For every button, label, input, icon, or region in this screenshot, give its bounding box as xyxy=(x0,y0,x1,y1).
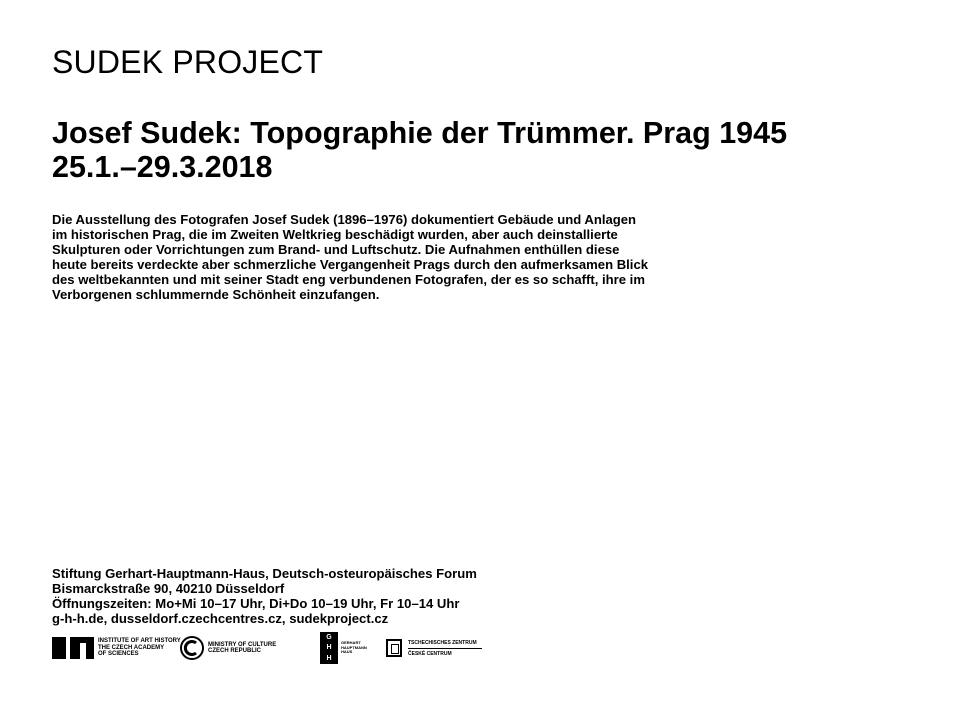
logo-text-line: GERHART xyxy=(341,640,361,646)
logo-text-line: HAUS xyxy=(341,649,353,655)
description-line: Die Ausstellung des Fotografen Josef Sudek (1896–1976) dokumentiert Gebäude und Anlagen xyxy=(52,212,637,227)
institute-art-history-logo xyxy=(52,632,181,664)
logo-text-line: TSCHECHISCHES ZENTRUM xyxy=(408,639,477,646)
logo-text-line: HAUPTMANN xyxy=(341,644,367,650)
logo-text-line: INSTITUTE OF ART HISTORY xyxy=(98,638,181,645)
ghh-letter: H xyxy=(326,655,332,663)
exhibition-dates: 25.1.–29.3.2018 xyxy=(52,150,273,184)
institute-logo-icon xyxy=(52,637,94,659)
description-line: im historischen Prag, die im Zweiten Weltkrieg beschädigt wurden, aber auch deinstallierte xyxy=(52,227,618,242)
venue-info xyxy=(52,566,477,626)
exhibition-title xyxy=(52,116,787,184)
ministry-of-culture-logo xyxy=(180,632,276,664)
gerhart-hauptmann-haus-logo xyxy=(320,632,367,664)
description-line: heute bereits verdeckte aber schmerzliche Vergangenheit Prags durch den aufmerksamen Blick xyxy=(52,257,649,272)
description-line: des weltbekannten und mit seiner Stadt eng verbundenen Fotografen, der es so schafft, ihre im xyxy=(52,272,645,287)
logo-text-line: CZECH REPUBLIC xyxy=(208,648,262,654)
logo-text-line: OF SCIENCES xyxy=(98,651,139,658)
venue-links[interactable]: g-h-h.de, dusseldorf.czechcentres.cz, sudekproject.cz xyxy=(52,611,389,626)
logo-text-line: ČESKÉ CENTRUM xyxy=(408,650,452,657)
exhibition-title-line: Josef Sudek: Topographie der Trümmer. Prag 1945 xyxy=(52,116,788,150)
venue-address: Bismarckstraße 90, 40210 Düsseldorf xyxy=(52,581,285,596)
description-line: Skulpturen oder Vorrichtungen zum Brand- und Luftschutz. Die Aufnahmen enthüllen diese xyxy=(52,242,620,257)
czech-centre-logo-icon xyxy=(386,639,402,657)
ghh-letter: H xyxy=(326,644,332,652)
ghh-logo-icon xyxy=(320,632,338,664)
exhibition-description xyxy=(52,212,732,302)
ministry-logo-icon xyxy=(180,636,204,660)
partner-logos xyxy=(52,632,512,664)
venue-name: Stiftung Gerhart-Hauptmann-Haus, Deutsch-osteuropäisches Forum xyxy=(52,566,477,581)
description-line: Verborgenen schlummernde Schönheit einzufangen. xyxy=(52,287,380,302)
project-name: SUDEK PROJECT xyxy=(52,44,324,80)
ghh-letter: G xyxy=(326,633,332,641)
logo-text-line: MINISTRY OF CULTURE xyxy=(208,641,277,648)
czech-centre-logo xyxy=(386,632,482,664)
opening-hours: Öffnungszeiten: Mo+Mi 10–17 Uhr, Di+Do 10–19 Uhr, Fr 10–14 Uhr xyxy=(52,596,460,611)
logo-text-line: THE CZECH ACADEMY xyxy=(98,644,165,651)
